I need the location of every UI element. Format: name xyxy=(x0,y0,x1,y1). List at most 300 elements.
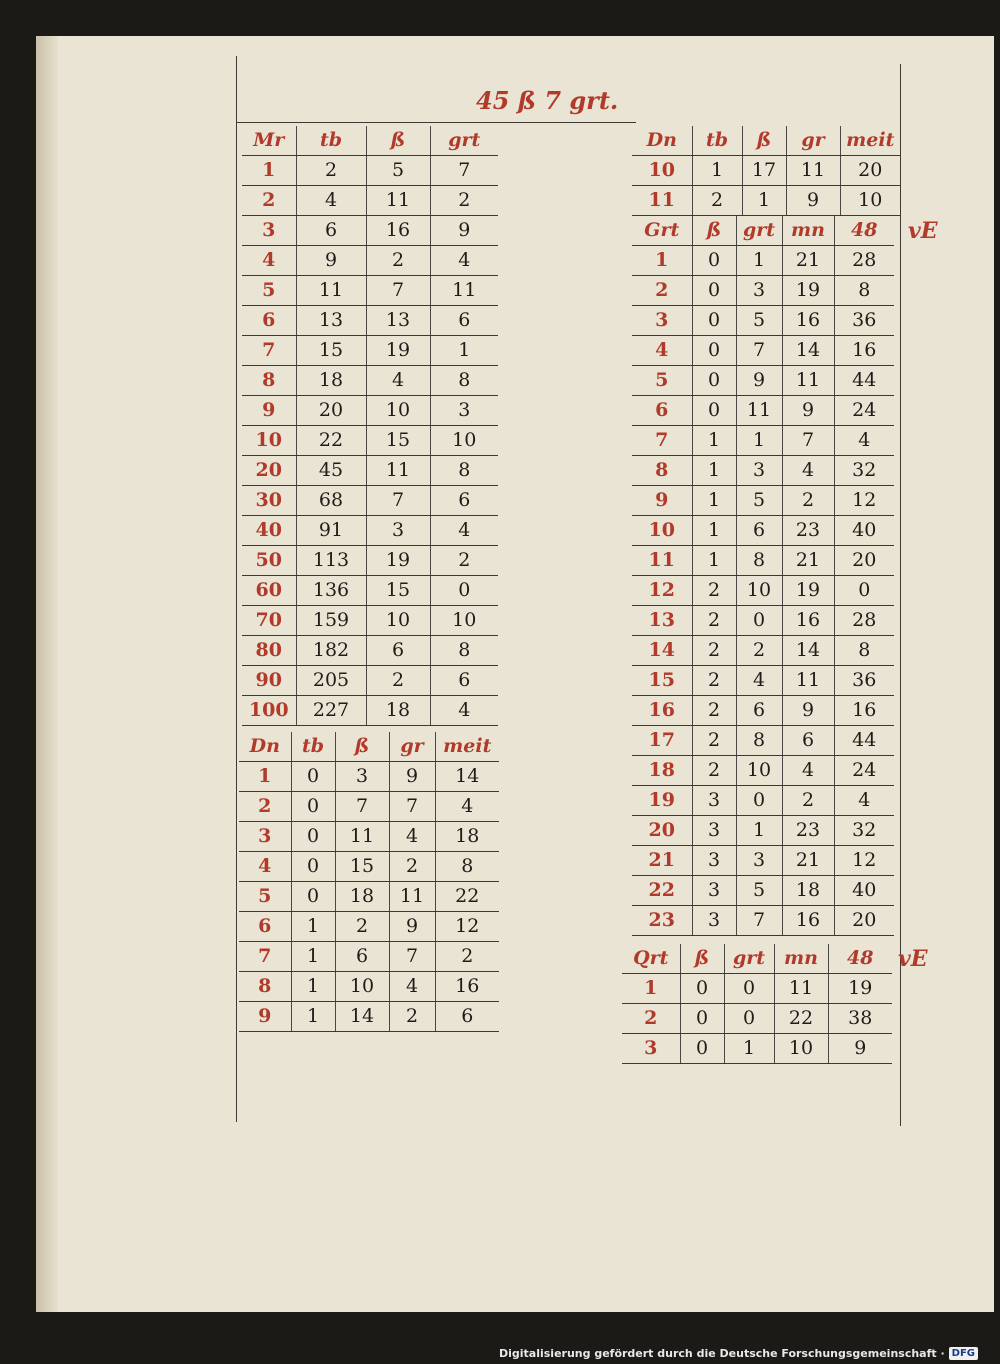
table-cell: 1 xyxy=(291,1002,335,1032)
table-cell: 1 xyxy=(430,336,498,366)
table-cell: 4 xyxy=(389,972,435,1002)
top-frame-rule xyxy=(236,122,506,123)
column-header: meit xyxy=(840,126,900,156)
table-cell: 44 xyxy=(834,366,894,396)
row-label: 90 xyxy=(242,666,296,696)
table-cell: 0 xyxy=(680,974,724,1004)
row-label: 2 xyxy=(622,1004,680,1034)
column-header: mn xyxy=(774,944,828,974)
table-cell: 36 xyxy=(834,306,894,336)
column-header: gr xyxy=(786,126,840,156)
row-label: 7 xyxy=(632,426,692,456)
row-label: 16 xyxy=(632,696,692,726)
table-row xyxy=(242,156,498,186)
table-cell: 2 xyxy=(435,942,499,972)
table-cell: 11 xyxy=(296,276,366,306)
table-cell: 7 xyxy=(389,942,435,972)
table-cell: 9 xyxy=(786,186,840,216)
right-bottom-table xyxy=(622,944,892,1064)
table-cell: 10 xyxy=(774,1034,828,1064)
table-cell: 3 xyxy=(430,396,498,426)
table-cell: 7 xyxy=(782,426,834,456)
table-cell: 0 xyxy=(692,246,736,276)
table-header-row xyxy=(632,216,894,246)
row-label: 11 xyxy=(632,186,692,216)
table-cell: 19 xyxy=(366,336,430,366)
table-cell: 2 xyxy=(782,786,834,816)
table-cell: 9 xyxy=(736,366,782,396)
table-cell: 3 xyxy=(736,846,782,876)
left-lower-table xyxy=(239,732,499,1032)
table-cell: 10 xyxy=(366,396,430,426)
table-cell: 19 xyxy=(828,974,892,1004)
table-cell: 11 xyxy=(786,156,840,186)
row-label: 18 xyxy=(632,756,692,786)
table-cell: 15 xyxy=(335,852,389,882)
table-cell: 9 xyxy=(389,912,435,942)
table-row xyxy=(239,1002,499,1032)
table-cell: 2 xyxy=(366,246,430,276)
margin-note-upper: vE xyxy=(908,218,938,244)
table-header-row xyxy=(622,944,892,974)
column-header: meit xyxy=(435,732,499,762)
table-cell: 32 xyxy=(834,816,894,846)
row-label: 17 xyxy=(632,726,692,756)
column-header: ß xyxy=(692,216,736,246)
table-cell: 10 xyxy=(736,756,782,786)
table-cell: 7 xyxy=(366,486,430,516)
table-row xyxy=(242,456,498,486)
table-cell: 6 xyxy=(335,942,389,972)
table-row xyxy=(242,366,498,396)
column-header: mn xyxy=(782,216,834,246)
table-cell: 1 xyxy=(291,912,335,942)
table-cell: 1 xyxy=(742,186,786,216)
row-label: 5 xyxy=(632,366,692,396)
table-cell: 4 xyxy=(736,666,782,696)
table-cell: 1 xyxy=(692,516,736,546)
margin-note-lower: vE xyxy=(898,946,928,972)
table-cell: 19 xyxy=(782,576,834,606)
table-cell: 113 xyxy=(296,546,366,576)
table-cell: 7 xyxy=(366,276,430,306)
table-cell: 1 xyxy=(692,156,742,186)
row-label: 23 xyxy=(632,906,692,936)
row-label: 2 xyxy=(632,276,692,306)
table-cell: 1 xyxy=(291,972,335,1002)
row-label: 11 xyxy=(632,546,692,576)
table-cell: 10 xyxy=(430,426,498,456)
table-row xyxy=(632,516,894,546)
table-cell: 11 xyxy=(774,974,828,1004)
table-cell: 0 xyxy=(291,792,335,822)
row-label: 1 xyxy=(242,156,296,186)
table-cell: 6 xyxy=(782,726,834,756)
column-header: grt xyxy=(724,944,774,974)
table-cell: 16 xyxy=(782,906,834,936)
table-row xyxy=(242,696,498,726)
table-cell: 11 xyxy=(430,276,498,306)
table-cell: 18 xyxy=(435,822,499,852)
table-cell: 136 xyxy=(296,576,366,606)
row-label: 3 xyxy=(632,306,692,336)
table-row xyxy=(242,576,498,606)
table-cell: 6 xyxy=(430,306,498,336)
row-label: 1 xyxy=(632,246,692,276)
table-row xyxy=(239,792,499,822)
row-label: 3 xyxy=(242,216,296,246)
table-cell: 5 xyxy=(736,486,782,516)
row-label: 4 xyxy=(242,246,296,276)
column-header: tb xyxy=(291,732,335,762)
row-label: 2 xyxy=(242,186,296,216)
table-cell: 2 xyxy=(692,696,736,726)
row-label: 6 xyxy=(242,306,296,336)
table-cell: 11 xyxy=(335,822,389,852)
table-cell: 6 xyxy=(296,216,366,246)
table-header-row xyxy=(239,732,499,762)
table-row xyxy=(242,396,498,426)
table-row xyxy=(632,426,894,456)
row-label: 10 xyxy=(632,156,692,186)
footer-credit xyxy=(499,1344,978,1362)
table-cell: 4 xyxy=(430,246,498,276)
table-row xyxy=(239,822,499,852)
row-label: 2 xyxy=(239,792,291,822)
table-cell: 7 xyxy=(389,792,435,822)
row-label: 8 xyxy=(632,456,692,486)
row-label: 15 xyxy=(632,666,692,696)
table-cell: 0 xyxy=(724,974,774,1004)
table-cell: 9 xyxy=(389,762,435,792)
row-label: 12 xyxy=(632,576,692,606)
table-row xyxy=(632,876,894,906)
table-cell: 9 xyxy=(296,246,366,276)
right-middle-table xyxy=(632,216,894,936)
table-cell: 6 xyxy=(430,486,498,516)
table-cell: 1 xyxy=(736,426,782,456)
row-label: 9 xyxy=(239,1002,291,1032)
table-cell: 17 xyxy=(742,156,786,186)
table-row xyxy=(239,762,499,792)
table-cell: 0 xyxy=(692,276,736,306)
table-cell: 3 xyxy=(692,846,736,876)
table-cell: 8 xyxy=(834,636,894,666)
dfg-logo-icon: DFG xyxy=(949,1347,978,1360)
table-cell: 4 xyxy=(430,696,498,726)
table-cell: 12 xyxy=(834,846,894,876)
table-cell: 15 xyxy=(296,336,366,366)
row-label: 10 xyxy=(632,516,692,546)
table-row xyxy=(622,974,892,1004)
row-label: 7 xyxy=(239,942,291,972)
column-header: tb xyxy=(692,126,742,156)
table-cell: 15 xyxy=(366,426,430,456)
table-cell: 68 xyxy=(296,486,366,516)
table-cell: 9 xyxy=(782,396,834,426)
table-cell: 16 xyxy=(782,606,834,636)
column-header: 48 xyxy=(828,944,892,974)
table-row xyxy=(239,942,499,972)
table-row xyxy=(632,546,894,576)
table-cell: 20 xyxy=(834,546,894,576)
table-cell: 45 xyxy=(296,456,366,486)
row-label: 10 xyxy=(242,426,296,456)
row-label: 30 xyxy=(242,486,296,516)
table-cell: 8 xyxy=(430,456,498,486)
table-cell: 4 xyxy=(834,426,894,456)
table-cell: 24 xyxy=(834,396,894,426)
row-label: 13 xyxy=(632,606,692,636)
table-cell: 2 xyxy=(692,756,736,786)
table-cell: 14 xyxy=(782,336,834,366)
table-cell: 23 xyxy=(782,816,834,846)
table-cell: 8 xyxy=(430,366,498,396)
table-cell: 21 xyxy=(782,546,834,576)
table-row xyxy=(632,636,894,666)
table-cell: 2 xyxy=(389,852,435,882)
table-cell: 4 xyxy=(366,366,430,396)
table-cell: 44 xyxy=(834,726,894,756)
table-cell: 11 xyxy=(366,186,430,216)
table-cell: 12 xyxy=(834,486,894,516)
table-row xyxy=(632,906,894,936)
table-cell: 28 xyxy=(834,246,894,276)
table-cell: 14 xyxy=(335,1002,389,1032)
table-cell: 4 xyxy=(834,786,894,816)
table-cell: 3 xyxy=(692,906,736,936)
column-header: ß xyxy=(742,126,786,156)
table-row xyxy=(242,216,498,246)
table-row xyxy=(632,696,894,726)
table-cell: 2 xyxy=(389,1002,435,1032)
row-label: 9 xyxy=(632,486,692,516)
table-cell: 2 xyxy=(430,546,498,576)
table-cell: 0 xyxy=(291,822,335,852)
table-row xyxy=(632,846,894,876)
table-row xyxy=(242,336,498,366)
table-row xyxy=(632,366,894,396)
table-cell: 18 xyxy=(296,366,366,396)
table-cell: 24 xyxy=(834,756,894,786)
table-cell: 0 xyxy=(692,306,736,336)
left-main-table xyxy=(242,126,498,726)
column-header: Dn xyxy=(632,126,692,156)
table-cell: 10 xyxy=(430,606,498,636)
table-cell: 11 xyxy=(782,666,834,696)
table-cell: 13 xyxy=(296,306,366,336)
table-cell: 6 xyxy=(430,666,498,696)
table-cell: 1 xyxy=(692,486,736,516)
table-row xyxy=(242,186,498,216)
table-row xyxy=(632,486,894,516)
table-header-row xyxy=(632,126,900,156)
table-row xyxy=(239,972,499,1002)
table-cell: 6 xyxy=(366,636,430,666)
table-cell: 14 xyxy=(782,636,834,666)
table-cell: 11 xyxy=(366,456,430,486)
table-cell: 2 xyxy=(335,912,389,942)
row-label: 9 xyxy=(242,396,296,426)
table-row xyxy=(239,852,499,882)
table-cell: 0 xyxy=(430,576,498,606)
table-cell: 12 xyxy=(435,912,499,942)
table-cell: 9 xyxy=(430,216,498,246)
column-header: 48 xyxy=(834,216,894,246)
column-header: Qrt xyxy=(622,944,680,974)
table-cell: 21 xyxy=(782,246,834,276)
table-cell: 91 xyxy=(296,516,366,546)
table-cell: 3 xyxy=(692,876,736,906)
table-cell: 3 xyxy=(692,816,736,846)
column-header: tb xyxy=(296,126,366,156)
table-cell: 4 xyxy=(389,822,435,852)
table-cell: 6 xyxy=(736,696,782,726)
table-cell: 3 xyxy=(366,516,430,546)
table-cell: 1 xyxy=(692,426,736,456)
table-cell: 0 xyxy=(724,1004,774,1034)
table-row xyxy=(632,606,894,636)
table-header-row xyxy=(242,126,498,156)
table-cell: 20 xyxy=(296,396,366,426)
table-cell: 2 xyxy=(692,726,736,756)
table-cell: 2 xyxy=(430,186,498,216)
table-cell: 8 xyxy=(834,276,894,306)
table-row xyxy=(632,336,894,366)
row-label: 70 xyxy=(242,606,296,636)
table-cell: 32 xyxy=(834,456,894,486)
table-cell: 0 xyxy=(291,882,335,912)
table-cell: 0 xyxy=(680,1004,724,1034)
table-cell: 2 xyxy=(692,606,736,636)
table-cell: 19 xyxy=(782,276,834,306)
table-cell: 11 xyxy=(782,366,834,396)
table-row xyxy=(632,276,894,306)
table-cell: 2 xyxy=(692,186,742,216)
column-header: ß xyxy=(335,732,389,762)
table-row xyxy=(242,606,498,636)
table-row xyxy=(622,1004,892,1034)
table-row xyxy=(242,276,498,306)
row-label: 4 xyxy=(632,336,692,366)
table-cell: 8 xyxy=(430,636,498,666)
table-cell: 16 xyxy=(366,216,430,246)
right-top-table xyxy=(632,126,900,216)
table-cell: 13 xyxy=(366,306,430,336)
row-label: 8 xyxy=(239,972,291,1002)
table-cell: 3 xyxy=(335,762,389,792)
row-label: 14 xyxy=(632,636,692,666)
table-cell: 7 xyxy=(430,156,498,186)
table-row xyxy=(632,396,894,426)
table-row xyxy=(632,156,900,186)
table-cell: 22 xyxy=(435,882,499,912)
column-header: Dn xyxy=(239,732,291,762)
row-label: 5 xyxy=(239,882,291,912)
table-cell: 1 xyxy=(291,942,335,972)
table-row xyxy=(242,516,498,546)
row-label: 1 xyxy=(239,762,291,792)
footer-text: Digitalisierung gefördert durch die Deutsche Forschungsgemeinschaft · xyxy=(498,1346,945,1360)
table-cell: 40 xyxy=(834,876,894,906)
table-row xyxy=(242,426,498,456)
table-cell: 19 xyxy=(366,546,430,576)
column-header: Grt xyxy=(632,216,692,246)
table-cell: 0 xyxy=(736,786,782,816)
table-row xyxy=(242,306,498,336)
table-row xyxy=(632,786,894,816)
table-cell: 14 xyxy=(435,762,499,792)
table-cell: 16 xyxy=(834,696,894,726)
table-cell: 0 xyxy=(680,1034,724,1064)
table-cell: 36 xyxy=(834,666,894,696)
table-cell: 9 xyxy=(828,1034,892,1064)
table-cell: 4 xyxy=(296,186,366,216)
row-label: 100 xyxy=(242,696,296,726)
table-cell: 2 xyxy=(692,576,736,606)
table-cell: 18 xyxy=(782,876,834,906)
page-title: 45 ß 7 grt. xyxy=(476,86,619,115)
row-label: 21 xyxy=(632,846,692,876)
column-header: ß xyxy=(366,126,430,156)
table-cell: 182 xyxy=(296,636,366,666)
left-frame-rule xyxy=(236,56,237,1122)
table-cell: 2 xyxy=(692,636,736,666)
table-cell: 9 xyxy=(782,696,834,726)
table-cell: 4 xyxy=(782,756,834,786)
table-cell: 3 xyxy=(736,276,782,306)
row-label: 20 xyxy=(242,456,296,486)
table-cell: 0 xyxy=(692,366,736,396)
column-header: grt xyxy=(736,216,782,246)
table-cell: 38 xyxy=(828,1004,892,1034)
table-row xyxy=(242,636,498,666)
table-cell: 6 xyxy=(435,1002,499,1032)
table-cell: 20 xyxy=(840,156,900,186)
table-row xyxy=(632,186,900,216)
table-cell: 22 xyxy=(774,1004,828,1034)
table-cell: 10 xyxy=(736,576,782,606)
table-cell: 10 xyxy=(840,186,900,216)
table-cell: 8 xyxy=(435,852,499,882)
table-row xyxy=(632,456,894,486)
table-row xyxy=(632,666,894,696)
table-cell: 5 xyxy=(736,876,782,906)
table-cell: 16 xyxy=(782,306,834,336)
table-cell: 2 xyxy=(736,636,782,666)
column-header: grt xyxy=(430,126,498,156)
row-label: 40 xyxy=(242,516,296,546)
table-cell: 21 xyxy=(782,846,834,876)
table-cell: 18 xyxy=(335,882,389,912)
table-row xyxy=(632,306,894,336)
row-label: 3 xyxy=(622,1034,680,1064)
row-label: 8 xyxy=(242,366,296,396)
table-cell: 15 xyxy=(366,576,430,606)
table-cell: 1 xyxy=(724,1034,774,1064)
table-cell: 8 xyxy=(736,726,782,756)
row-label: 22 xyxy=(632,876,692,906)
table-cell: 0 xyxy=(692,336,736,366)
table-cell: 2 xyxy=(296,156,366,186)
table-row xyxy=(622,1034,892,1064)
table-row xyxy=(239,912,499,942)
table-cell: 16 xyxy=(435,972,499,1002)
table-cell: 1 xyxy=(736,246,782,276)
table-cell: 10 xyxy=(335,972,389,1002)
table-row xyxy=(632,816,894,846)
table-cell: 205 xyxy=(296,666,366,696)
